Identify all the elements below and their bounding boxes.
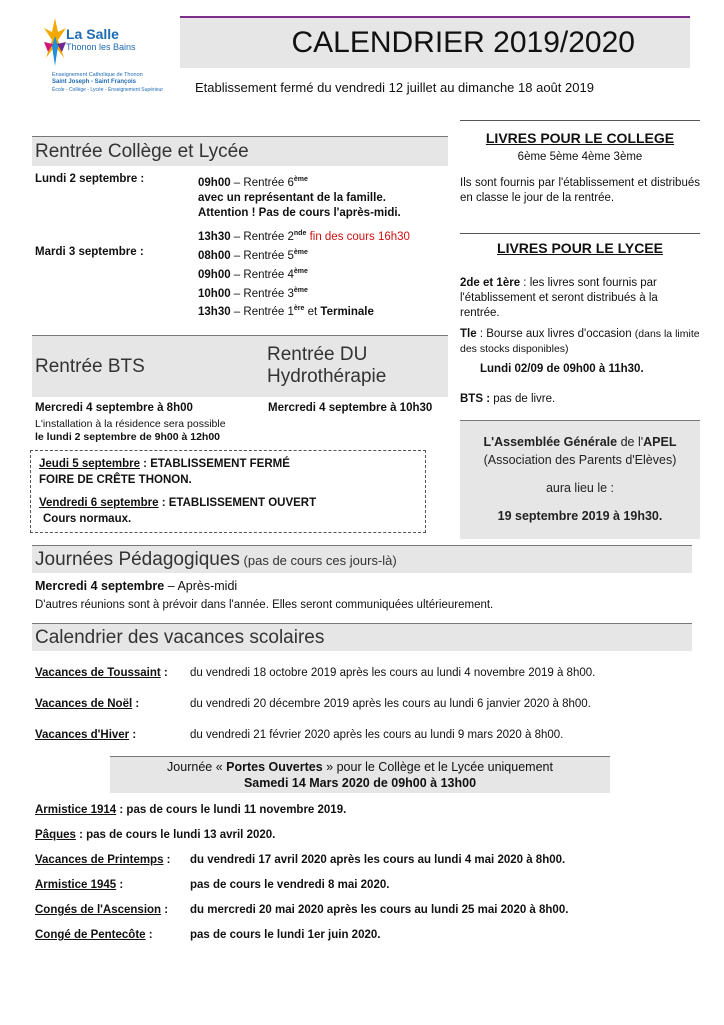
rentree-title-text: Rentrée Collège et Lycée xyxy=(35,141,249,162)
text: Journée « xyxy=(167,760,227,774)
label: Armistice 1914 xyxy=(35,804,117,816)
ascension-text: du mercredi 20 mai 2020 après les cours au lundi 25 mai 2020 à 8h00. xyxy=(190,904,569,916)
lundi-details xyxy=(198,172,448,245)
mardi-details xyxy=(198,245,448,320)
label: Vacances de Printemps xyxy=(35,854,164,866)
journees-date xyxy=(35,579,237,593)
livres-college-text: Ils sont fournis par l'établissement et distribués en classe le jour de la rentrée. xyxy=(460,177,700,204)
livres-college-levels: 6ème 5ème 4ème 3ème xyxy=(517,151,643,163)
text: pas de livre. xyxy=(490,393,556,405)
text: – Rentrée 6 xyxy=(230,176,294,189)
right-rule-2 xyxy=(460,233,700,234)
livres-lycee-p3: Lundi 02/09 de 09h00 à 11h30. xyxy=(480,363,644,375)
sep: : xyxy=(116,879,124,891)
text: : ETABLISSEMENT OUVERT xyxy=(158,497,317,509)
time: 10h00 xyxy=(198,287,231,300)
time: 08h00 xyxy=(198,249,231,262)
text: – Après-midi xyxy=(164,579,238,593)
armistice-1914 xyxy=(35,803,346,818)
end-of-classes-note: fin des cours 16h30 xyxy=(309,230,410,243)
text: aura lieu le : xyxy=(545,481,615,495)
text: Terminale xyxy=(320,306,374,319)
sup: ère xyxy=(293,305,305,313)
apel-box xyxy=(460,420,700,539)
time: 13h30 xyxy=(198,306,231,319)
time: 09h00 xyxy=(198,268,231,281)
logo-name: La Salle xyxy=(66,26,119,42)
sep: : xyxy=(160,667,168,679)
bts-du-section-title xyxy=(32,335,448,397)
vacances-text: du vendredi 21 février 2020 après les cours au lundi 9 mars 2020 à 8h00. xyxy=(190,729,564,741)
apel-date: 19 septembre 2019 à 19h30. xyxy=(497,509,663,523)
text: : les livres sont fournis par l'établissement et seront distribués à la rentrée. xyxy=(460,277,658,319)
bts-title: Rentrée BTS xyxy=(35,356,145,377)
time: 13h30 xyxy=(198,230,231,243)
pentecote-text: pas de cours le lundi 1er juin 2020. xyxy=(190,929,381,941)
text: (pas de cours ces jours-là) xyxy=(239,553,397,568)
text: Journées Pédagogiques xyxy=(35,549,240,570)
text: Mercredi 4 septembre xyxy=(35,579,165,593)
livres-lycee-p4 xyxy=(460,392,555,407)
text: : Bourse aux livres d'occasion xyxy=(476,328,635,340)
sep: : xyxy=(145,929,153,941)
text: » pour le Collège et le Lycée uniquement xyxy=(322,760,553,774)
text: – Rentrée 2 xyxy=(230,230,294,243)
livres-college-title: LIVRES POUR LE COLLEGE xyxy=(485,130,675,146)
text: (Association des Parents d'Elèves) xyxy=(483,453,677,467)
time: 09h00 xyxy=(198,176,231,189)
sup: ème xyxy=(293,176,308,183)
armistice-1945 xyxy=(35,878,123,893)
printemps-text: du vendredi 17 avril 2020 après les cours au lundi 4 mai 2020 à 8h00. xyxy=(190,854,566,866)
du-date: Mercredi 4 septembre à 10h30 xyxy=(268,402,433,414)
text: – Rentrée 5 xyxy=(230,249,294,262)
text: Attention ! Pas de cours l'après-midi. xyxy=(198,206,401,219)
printemps xyxy=(35,853,171,868)
text: – Rentrée 1 xyxy=(230,306,294,319)
sup: ème xyxy=(293,267,308,275)
label: Pâques xyxy=(35,829,76,841)
du-title-1: Rentrée DU xyxy=(267,344,368,365)
label: Vacances de Toussaint xyxy=(35,667,161,679)
text: – Rentrée 4 xyxy=(230,268,294,281)
armistice-1945-text: pas de cours le vendredi 8 mai 2020. xyxy=(190,879,390,891)
text: : ETABLISSEMENT FERMÉ xyxy=(139,458,290,470)
bts-note1: L'installation à la résidence sera possible xyxy=(35,418,226,430)
text: : pas de cours le lundi 13 avril 2020. xyxy=(75,829,276,841)
closure-notice: Etablissement fermé du vendredi 12 juillet au dimanche 18 août 2019 xyxy=(195,80,594,95)
text: avec un représentant de la famille. xyxy=(198,191,386,204)
text: et xyxy=(304,306,321,319)
label: Vacances de Noël xyxy=(35,698,133,710)
rentree-section-title xyxy=(32,136,448,166)
right-rule-top xyxy=(460,120,700,121)
text: L'Assemblée Générale xyxy=(483,435,618,449)
page-title: CALENDRIER 2019/2020 xyxy=(291,26,635,59)
lundi-label: Lundi 2 septembre : xyxy=(35,173,145,185)
portes-ouvertes-box xyxy=(110,756,610,793)
vacances-item xyxy=(35,728,136,743)
livres-lycee-title: LIVRES POUR LE LYCEE xyxy=(497,240,663,256)
vacances-item xyxy=(35,666,168,681)
text: BTS : xyxy=(460,393,491,405)
vacances-section-title xyxy=(32,623,692,651)
text: 2de et 1ère xyxy=(460,277,521,289)
sup: ème xyxy=(293,286,308,294)
vacances-item xyxy=(35,697,139,712)
logo-line1: Enseignement Catholique de Thonon xyxy=(52,72,143,78)
label: Congé de Pentecôte xyxy=(35,929,146,941)
sep: : xyxy=(129,729,137,741)
vacances-text: du vendredi 18 octobre 2019 après les cours au lundi 4 novembre 2019 à 8h00. xyxy=(190,667,596,679)
text: Portes Ouvertes xyxy=(226,760,323,774)
text: Calendrier des vacances scolaires xyxy=(35,627,325,648)
sup: ème xyxy=(293,249,308,256)
du-title xyxy=(267,344,386,388)
journees-note: D'autres réunions sont à prévoir dans l'année. Elles seront communiquées ultérieurement. xyxy=(35,599,494,611)
logo-star-icon xyxy=(44,18,66,66)
logo-line2: Saint Joseph - Saint François xyxy=(52,79,137,85)
portes-date: Samedi 14 Mars 2020 de 09h00 à 13h00 xyxy=(243,776,477,790)
logo-line3: École - Collège - Lycée - Enseignement Supérieur xyxy=(52,87,163,93)
sep: : xyxy=(163,854,171,866)
date: Vendredi 6 septembre xyxy=(39,497,159,509)
journees-section-title xyxy=(32,545,692,573)
closure-box xyxy=(30,450,426,533)
label: Congés de l'Ascension xyxy=(35,904,162,916)
text: APEL xyxy=(643,435,677,449)
sep: : xyxy=(132,698,140,710)
du-title-2: Hydrothérapie xyxy=(267,366,387,387)
text: FOIRE DE CRÊTE THONON. xyxy=(39,474,192,486)
logo-place: Thonon les Bains xyxy=(66,42,136,52)
date: Jeudi 5 septembre xyxy=(39,458,140,470)
text: Cours normaux. xyxy=(43,513,132,525)
text: (dans la limite des stocks disponibles) xyxy=(460,328,700,355)
text: Tle xyxy=(460,328,477,340)
livres-lycee-p1 xyxy=(460,276,700,321)
bts-note2: le lundi 2 septembre de 9h00 à 12h00 xyxy=(35,431,220,443)
text: : pas de cours le lundi 11 novembre 2019. xyxy=(116,804,347,816)
text: de l' xyxy=(617,435,644,449)
pentecote xyxy=(35,928,153,943)
label: Armistice 1945 xyxy=(35,879,117,891)
paques xyxy=(35,828,275,843)
vacances-text: du vendredi 20 décembre 2019 après les cours au lundi 6 janvier 2020 à 8h00. xyxy=(190,698,591,710)
label: Vacances d'Hiver xyxy=(35,729,130,741)
text: – Rentrée 3 xyxy=(230,287,294,300)
ascension xyxy=(35,903,168,918)
sup: nde xyxy=(293,229,307,237)
livres-lycee-p2 xyxy=(460,327,700,357)
bts-date: Mercredi 4 septembre à 8h00 xyxy=(35,402,193,414)
header-band xyxy=(180,18,690,68)
sep: : xyxy=(161,904,169,916)
mardi-label: Mardi 3 septembre : xyxy=(35,246,144,258)
